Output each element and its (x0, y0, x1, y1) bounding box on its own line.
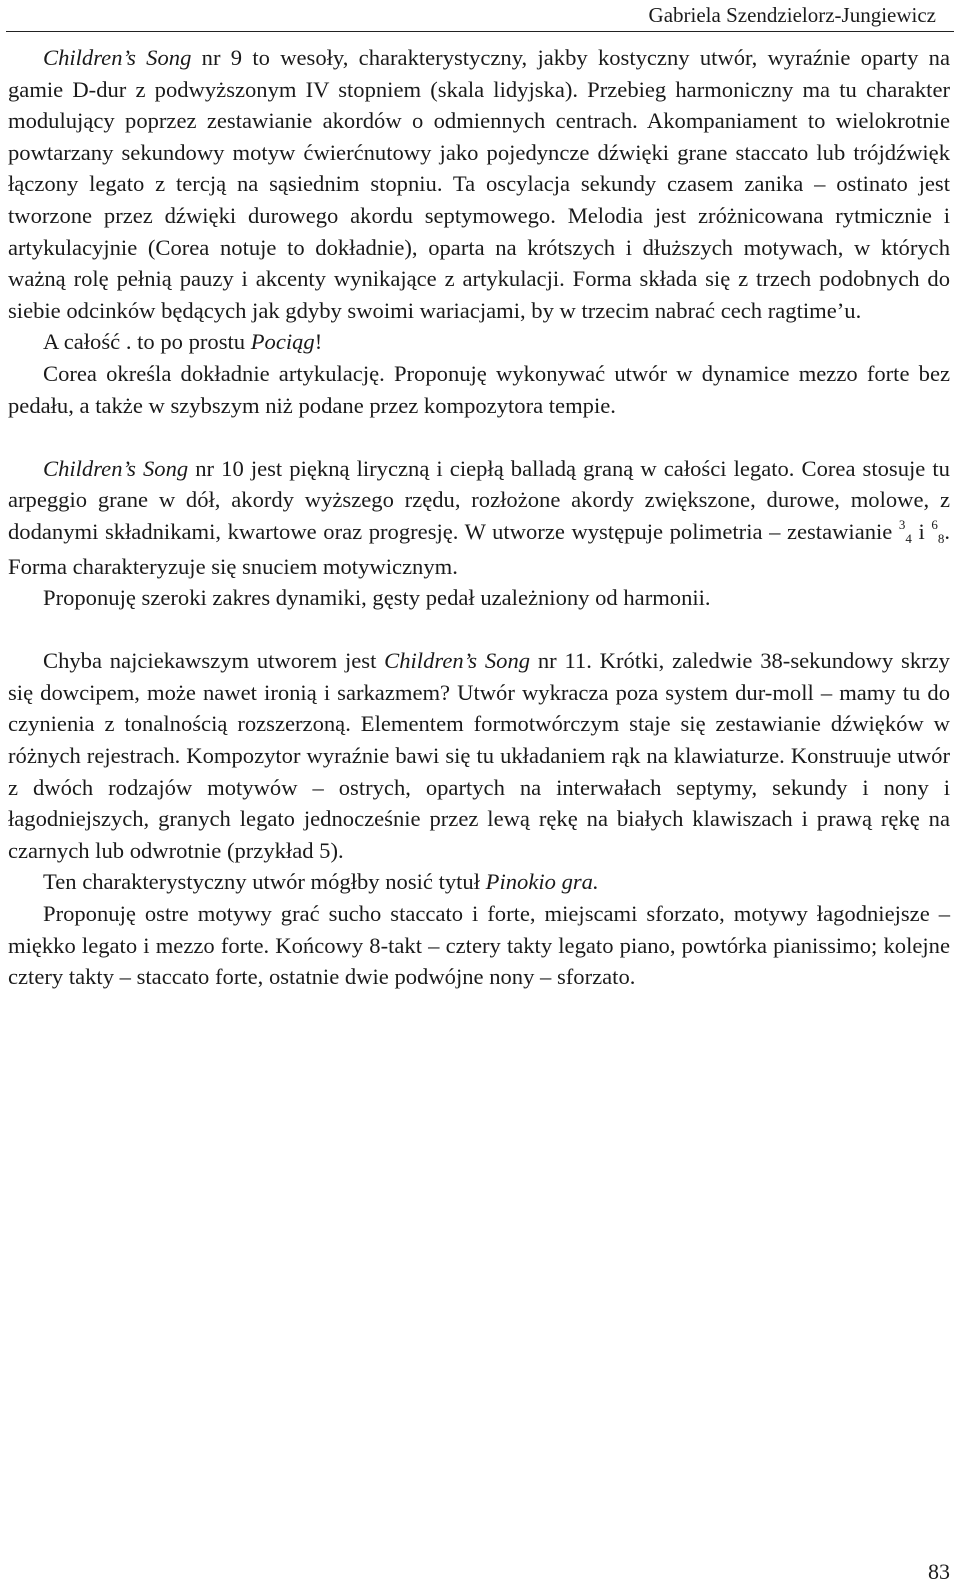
paragraph: Ten charakterystyczny utwór mógłby nosić tytuł Pinokio gra. (43, 869, 599, 895)
work-title: Children’s Song (384, 648, 531, 674)
paragraph: A całość . to po prostu Pociąg! (43, 329, 323, 355)
header-author: Gabriela Szendzielorz-Jungiewicz (648, 3, 936, 27)
italic-phrase: Pinokio gra. (485, 869, 599, 895)
meter-numerator: 6 (931, 516, 938, 532)
page-number: 83 (928, 1559, 950, 1584)
paragraph: Chyba najciekawszym utworem jest Children’s Song nr 11. Krótki, zaledwie 38-sekundowy skrzy się dowcipem, może nawet ironią i sarkazmem? Utwór wykracza poza system dur-moll – mamy tu do czynienia z tonalnością rozszerzoną. Elementem formotwórczym staje się zestawianie dźwięków w różnych rejestrach. Kompozytor wyraźnie bawi się tu układaniem rąk na klawiaturze. Konstruuje utwór z dwóch rodzajów motywów – ostrych, opartych na interwałach septymy, sekundy i nony i łagodniejszych, granych legato jednocześnie przez lewą rękę na białych klawiszach i prawą rękę na czarnych lub odwrotnie (przykład 5). (8, 648, 950, 863)
paragraph: Proponuję ostre motywy grać sucho staccato i forte, miejscami sforzato, motywy łagodniejsze – miękko legato i mezzo forte. Końcowy 8-takt – cztery takty legato piano, powtórka pianissimo; kolejne cztery takty – staccato forte, ostatnie dwie podwójne nony – sforzato. (8, 901, 950, 990)
meter-denominator: 4 (905, 530, 912, 546)
paragraph: Children’s Song nr 9 to wesoły, charakterystyczny, jakby kostyczny utwór, wyraźnie oparty na gamie D-dur z podwyższonym IV stopniem (skala lidyjska). Przebieg harmoniczny ma tu charakter modulujący poprzez zestawianie akordów o odmiennych centrach. Akompaniament to wielokrotnie powtarzany sekundowy motyw ćwierćnutowy jako pojedyncze dźwięki grane staccato lub trójdźwięk łączony legato z tercją na sąsiednim stopniu. Ta oscylacja sekundy czasem zanika – ostinato jest tworzone przez dźwięki durowego akordu septymowego. Melodia jest zróżnicowana rytmicznie i artykulacyjnie (Corea notuje to dokładnie), oparta na krótszych i dłuższych motywach, w których ważną rolę pełnią pauzy i akcenty wynikające z artykulacji. Forma składa się z trzech podobnych do siebie odcinków będących jak gdyby swoimi wariacjami, by w trzecim nabrać cech ragtime’u. (8, 45, 950, 323)
paragraph: Corea określa dokładnie artykulację. Proponuję wykonywać utwór w dynamice mezzo forte bez pedału, a także w szybszym niż podane przez kompozytora tempie. (8, 360, 950, 418)
body-text (8, 42, 950, 993)
meter-denominator: 8 (937, 530, 945, 546)
paragraph: Children’s Song nr 10 jest piękną liryczną i ciepłą balladą graną w całości legato. Corea stosuje tu arpeggio grane w dół, akordy wyższego rzędu, rozłożone akordy zwiększone, durowe, molowe, z dodanymi składnikami, kwartowe oraz progresję. W utworze występuje polimetria – zestawianie $^3$4 i $^6$8. Forma charakteryzuje się snuciem motywicznym. (8, 455, 950, 579)
work-title: Children’s Song (43, 455, 189, 481)
meter-numerator: 3 (898, 516, 906, 532)
italic-phrase: Pociąg (250, 329, 315, 355)
running-header (6, 0, 954, 32)
work-title: Children’s Song (43, 45, 192, 70)
paragraph: Proponuję szeroki zakres dynamiki, gęsty pedał uzależniony od harmonii. (43, 585, 711, 611)
